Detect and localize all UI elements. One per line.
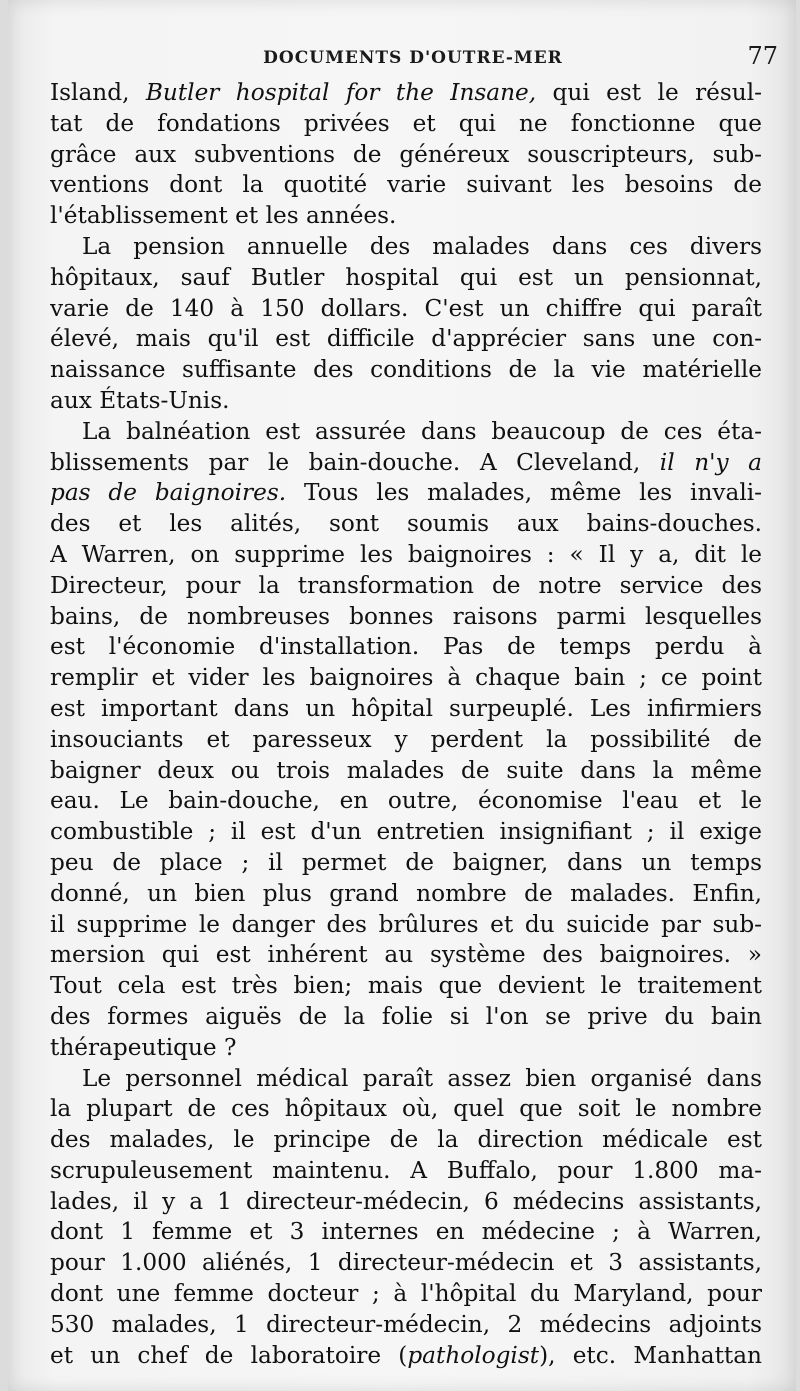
- text-line: insouciants et paresseux y perdent la possibilité de: [50, 725, 762, 753]
- text-line: pas de baignoires. Tous les malades, même les invali-: [50, 479, 762, 507]
- text-line: est l'économie d'installation. Pas de temps perdu à: [50, 633, 762, 661]
- text-line: dont une femme docteur ; à l'hôpital du Maryland, pour: [50, 1280, 762, 1308]
- text-line: l'établissement et les années.: [50, 202, 397, 230]
- text-line: bains, de nombreuses bonnes raisons parmi lesquelles: [50, 602, 762, 630]
- text-line: remplir et vider les baignoires à chaque bain ; ce point: [50, 664, 762, 692]
- text-line: aux États-Unis.: [50, 386, 230, 414]
- text-line: des formes aiguës de la folie si l'on se prive du bain: [50, 1002, 762, 1030]
- running-title: DOCUMENTS D'OUTRE-MER: [263, 48, 563, 68]
- book-page: [8, 0, 796, 1391]
- text-line: combustible ; il est d'un entretien insignifiant ; il exige: [50, 818, 762, 846]
- text-line: hôpitaux, sauf Butler hospital qui est un pensionnat,: [50, 263, 762, 291]
- running-head: [48, 40, 778, 76]
- text-line: baigner deux ou trois malades de suite dans la même: [50, 756, 762, 784]
- text-line: Directeur, pour la transformation de notre service des: [50, 571, 762, 599]
- text-line: il supprime le danger des brûlures et du suicide par sub-: [50, 910, 762, 938]
- text-line: Le personnel médical paraît assez bien organisé dans: [82, 1064, 762, 1092]
- text-line: est important dans un hôpital surpeuplé. Les infirmiers: [50, 694, 762, 722]
- text-line: ventions dont la quotité varie suivant les besoins de: [50, 171, 762, 199]
- text-line: pour 1.000 aliénés, 1 directeur-médecin et 3 assistants,: [50, 1249, 762, 1277]
- text-line: peu de place ; il permet de baigner, dans un temps: [50, 848, 762, 876]
- text-line: 530 malades, 1 directeur-médecin, 2 médecins adjoints: [50, 1310, 762, 1338]
- text-line: A Warren, on supprime les baignoires : « Il y a, dit le: [50, 540, 762, 568]
- page-number: 77: [747, 42, 778, 70]
- text-line: La balnéation est assurée dans beaucoup de ces éta-: [82, 417, 762, 445]
- text-line: varie de 140 à 150 dollars. C'est un chiffre qui paraît: [50, 294, 762, 322]
- text-line: lades, il y a 1 directeur-médecin, 6 médecins assistants,: [50, 1187, 762, 1215]
- text-line: élevé, mais qu'il est difficile d'apprécier sans une con-: [50, 325, 762, 353]
- text-line: donné, un bien plus grand nombre de malades. Enfin,: [50, 879, 762, 907]
- text-line: eau. Le bain-douche, en outre, économise l'eau et le: [50, 787, 762, 815]
- text-line: scrupuleusement maintenu. A Buffalo, pour 1.800 ma-: [50, 1156, 762, 1184]
- body-text: [50, 78, 762, 1371]
- text-line: et un chef de laboratoire (pathologist), etc. Manhattan: [50, 1341, 762, 1369]
- text-line: thérapeutique ?: [50, 1033, 237, 1061]
- text-line: mersion qui est inhérent au système des baignoires. »: [50, 941, 762, 969]
- text-line: des malades, le principe de la direction médicale est: [50, 1126, 762, 1154]
- text-line: La pension annuelle des malades dans ces divers: [82, 232, 762, 260]
- text-line: grâce aux subventions de généreux souscripteurs, sub-: [50, 140, 762, 168]
- text-line: Island, Butler hospital for the Insane, qui est le résul-: [50, 79, 762, 106]
- text-line: Tout cela est très bien; mais que devient le traitement: [50, 972, 762, 1000]
- text-line: tat de fondations privées et qui ne fonctionne que: [50, 109, 762, 137]
- text-line: la plupart de ces hôpitaux où, quel que soit le nombre: [50, 1095, 762, 1123]
- text-line: naissance suffisante des conditions de la vie matérielle: [50, 356, 762, 384]
- text-line: dont 1 femme et 3 internes en médecine ; à Warren,: [50, 1218, 762, 1246]
- text-line: des et les alités, sont soumis aux bains-douches.: [50, 510, 762, 538]
- text-line: blissements par le bain-douche. A Cleveland, il n'y a: [50, 448, 762, 476]
